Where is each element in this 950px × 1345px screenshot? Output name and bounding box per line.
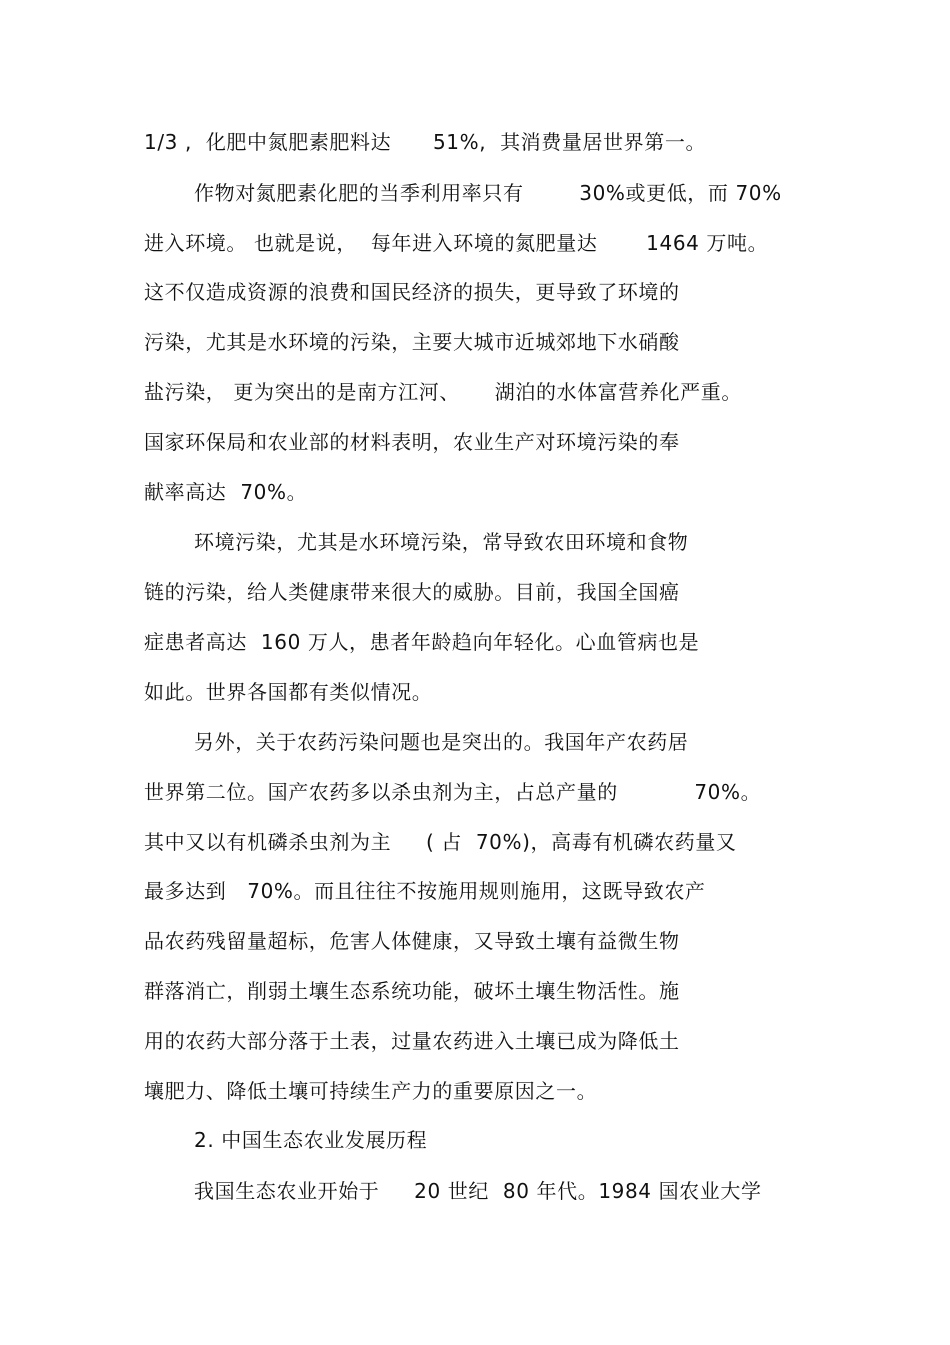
text-line-6: 盐污染， 更为突出的是南方江河、 湖泊的水体富营养化严重。 — [144, 380, 742, 404]
text-line-3: 进入环境。 也就是说， 每年进入环境的氮肥量达 1464 万吨。 — [144, 231, 769, 255]
text-line-11: 症患者高达 160 万人，患者年龄趋向年轻化。心血管病也是 — [144, 630, 700, 654]
text-line-19: 用的农药大部分落于土表，过量农药进入土壤已成为降低土 — [144, 1029, 680, 1053]
text-line-4: 这不仅造成资源的浪费和国民经济的损失，更导致了环境的 — [144, 280, 680, 304]
text-line-2: 作物对氮肥素化肥的当季利用率只有 30%或更低，而 70% — [194, 181, 782, 205]
text-line-17: 品农药残留量超标，危害人体健康，又导致土壤有益微生物 — [144, 929, 680, 953]
text-line-14: 世界第二位。国产农药多以杀虫剂为主，占总产量的 70%。 — [144, 780, 762, 804]
section-heading: 2. 中国生态农业发展历程 — [194, 1128, 428, 1152]
text-line-7: 国家环保局和农业部的材料表明，农业生产对环境污染的奉 — [144, 430, 680, 454]
text-line-20: 壤肥力、降低土壤可持续生产力的重要原因之一。 — [144, 1079, 598, 1103]
text-line-15: 其中又以有机磷杀虫剂为主 ( 占 70%)，高毒有机磷农药量又 — [144, 830, 737, 854]
text-line-12: 如此。世界各国都有类似情况。 — [144, 680, 433, 704]
text-line-22: 我国生态农业开始于 20 世纪 80 年代。1984 国农业大学 — [194, 1179, 762, 1203]
text-line-13: 另外，关于农药污染问题也是突出的。我国年产农药居 — [194, 730, 689, 754]
text-line-18: 群落消亡，削弱土壤生态系统功能，破坏土壤生物活性。施 — [144, 979, 680, 1003]
text-line-9: 环境污染，尤其是水环境污染，常导致农田环境和食物 — [194, 530, 689, 554]
text-line-10: 链的污染，给人类健康带来很大的威胁。目前，我国全国癌 — [144, 580, 680, 604]
text-line-1: 1/3 , 化肥中氮肥素肥料达 51%, 其消费量居世界第一。 — [144, 130, 707, 154]
text-line-8: 献率高达 70%。 — [144, 480, 308, 504]
text-line-5: 污染，尤其是水环境的污染，主要大城市近城郊地下水硝酸 — [144, 330, 680, 354]
text-line-16: 最多达到 70%。而且往往不按施用规则施用，这既导致农产 — [144, 879, 706, 903]
